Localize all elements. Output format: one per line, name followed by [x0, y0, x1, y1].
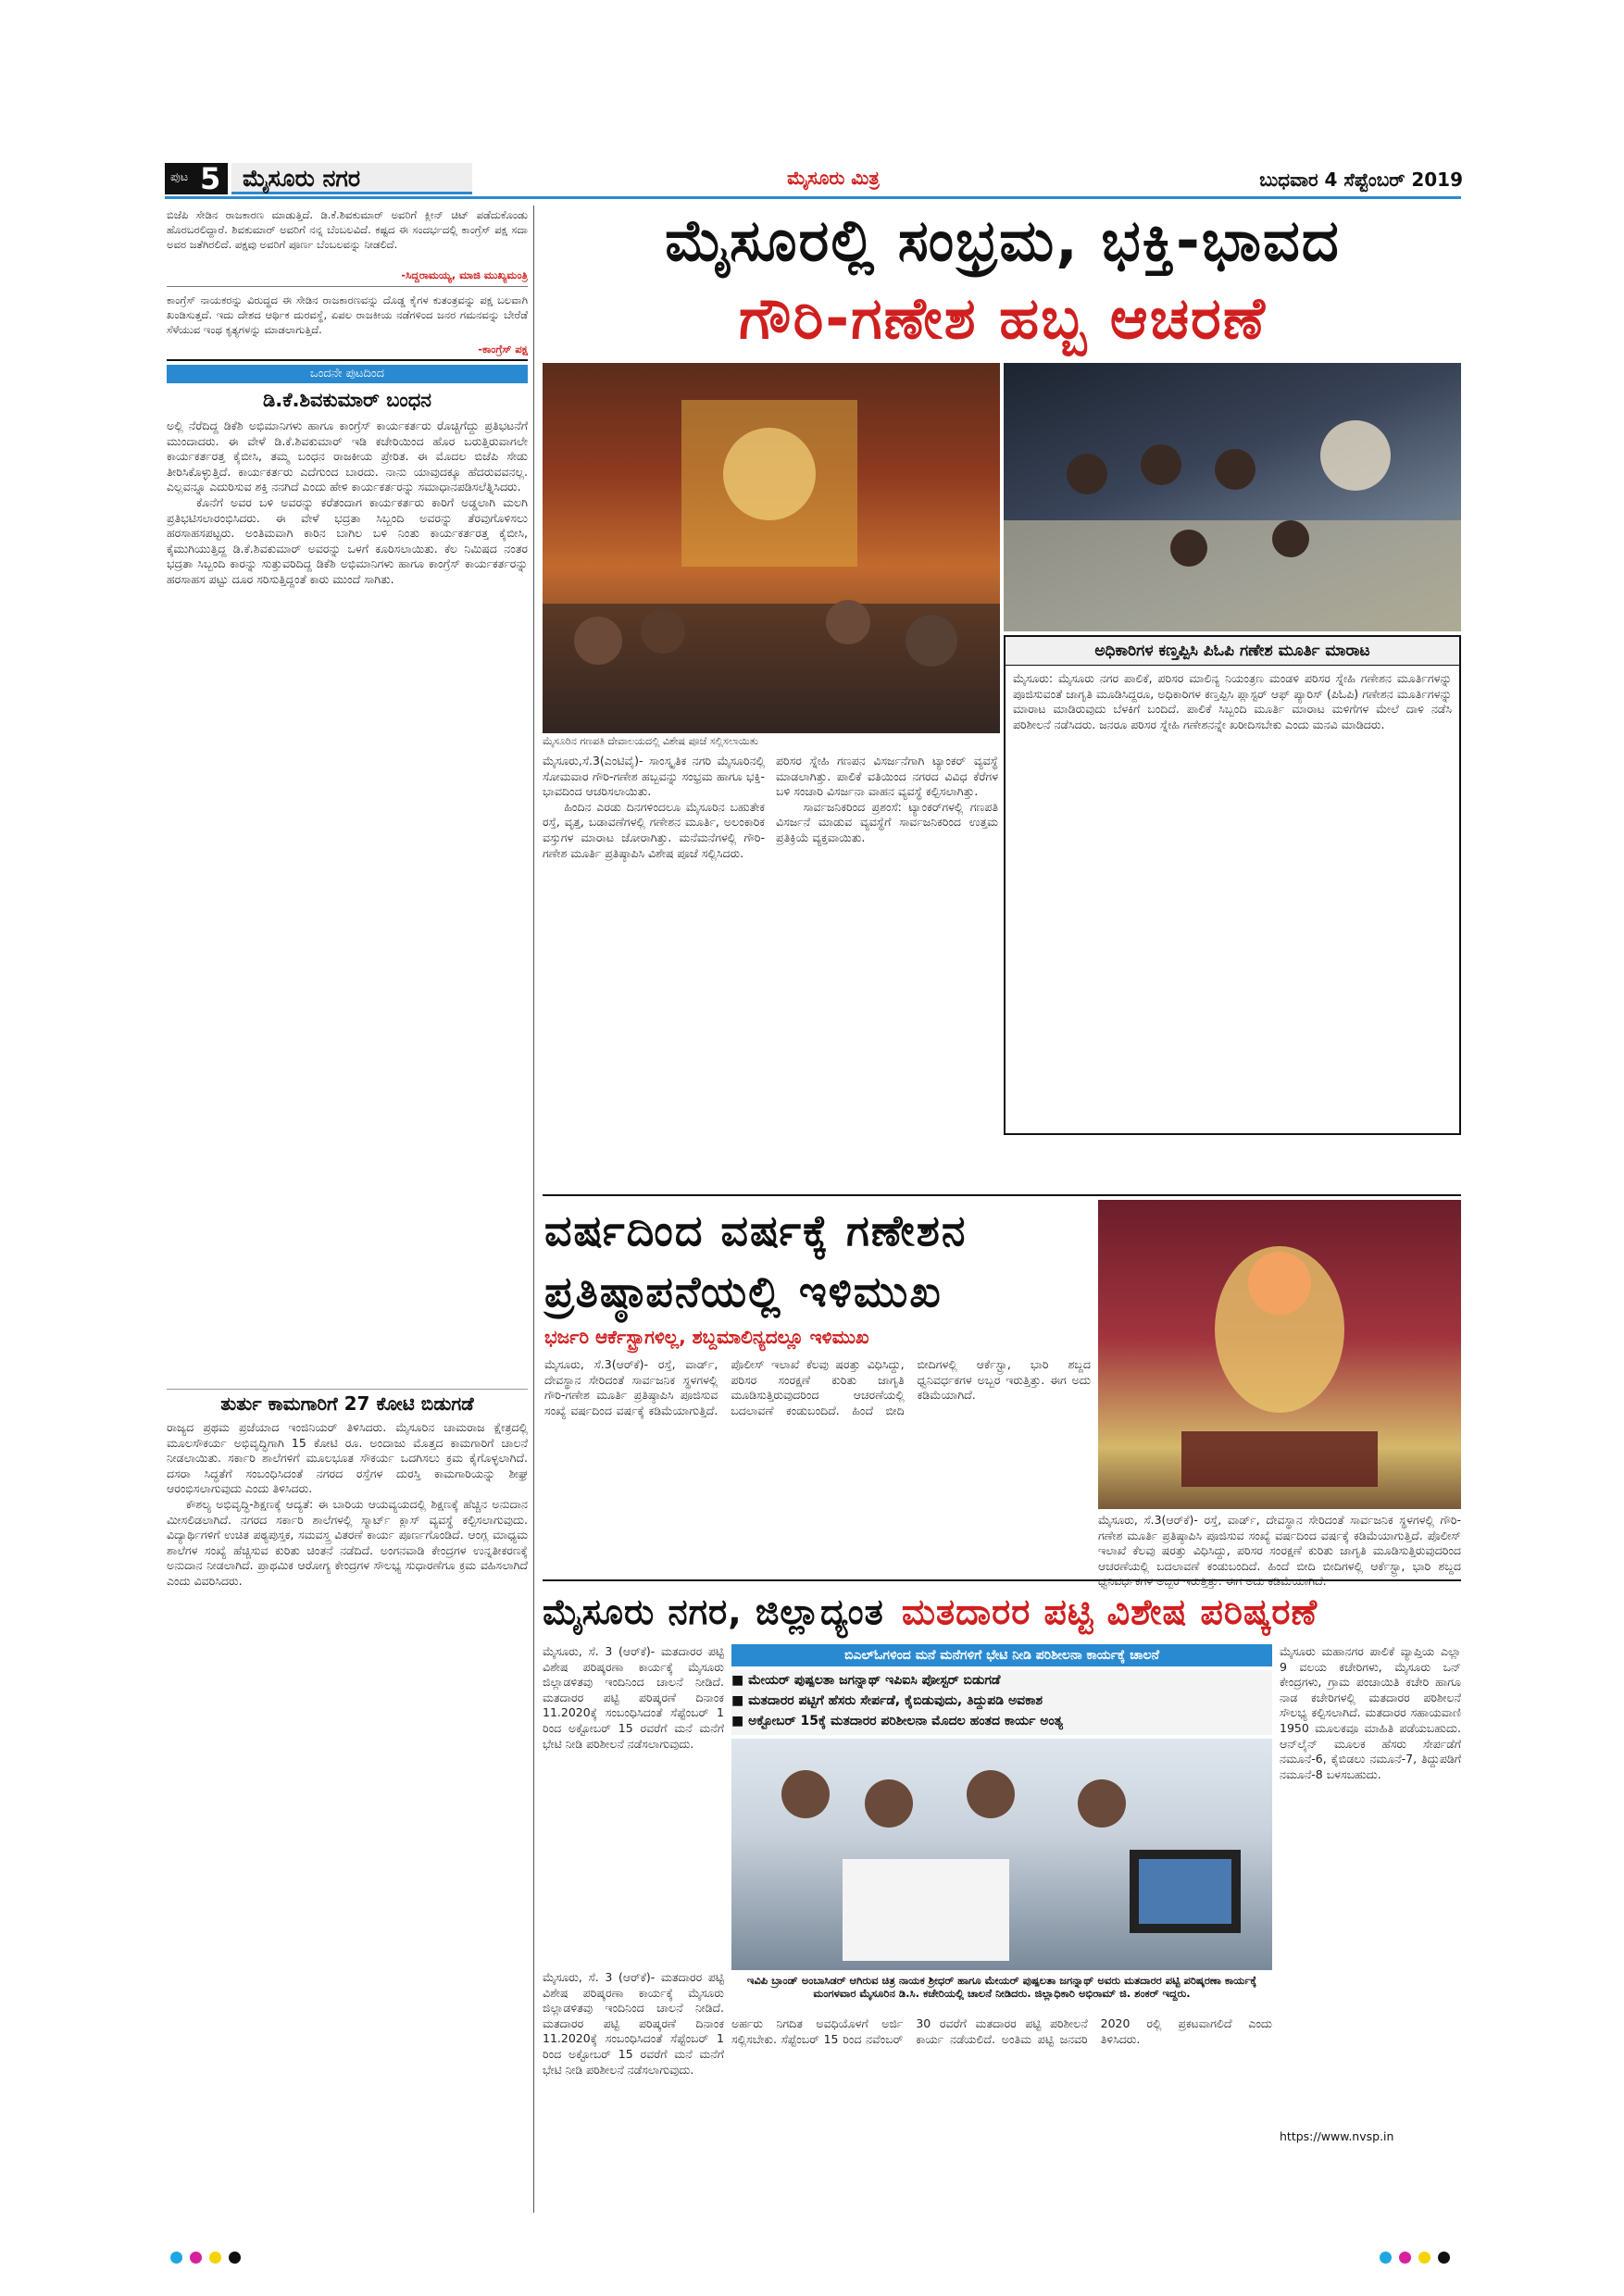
- cyan-dot: [1380, 2252, 1392, 2264]
- voter-headline-part1: ಮೈಸೂರು ನಗರ, ಜಿಲ್ಲಾದ್ಯಂತ: [543, 1591, 884, 1632]
- voter-right-col: ಮೈಸೂರು ಮಹಾನಗರ ಪಾಲಿಕೆ ವ್ಯಾಪ್ತಿಯ ಎಲ್ಲಾ 9 ವಲಯ ಕಚೇರಿಗಳು, ಮೈಸೂರು ಒನ್ ಕೇಂದ್ರಗಳು, ಗ್ರಾಮ ಪಂಚಾಯಿತಿ ಕಚೇರಿ ಹಾಗೂ ನಾಡ ಕಚೇರಿಗಳಲ್ಲಿ ಮತದಾರರ ಪರಿಶೀಲನೆ ಸೌಲಭ್ಯ ಕಲ್ಪಿಸಲಾಗಿದೆ. ಮತದಾರರ ಸಹಾಯವಾಣಿ 1950 ಮೂಲಕವೂ ಮಾಹಿತಿ ಪಡೆಯಬಹುದು. ಆನ್‌ಲೈನ್ ಮೂಲಕ ಹೆಸರು ಸೇರ್ಪಡೆಗೆ ನಮೂನೆ-6, ಕೈಬಿಡಲು ನಮೂನೆ-7, ತಿದ್ದುಪಡಿಗೆ ನಮೂನೆ-8 ಬಳಸಬಹುದು.: [1280, 1644, 1465, 1781]
- voter-bottom-text: ಅರ್ಹರು ನಿಗದಿತ ಅವಧಿಯೊಳಗೆ ಅರ್ಜಿ ಸಲ್ಲಿಸಬೇಕು. ಸೆಪ್ಟೆಂಬರ್ 15 ರಿಂದ ನವೆಂಬರ್ 30 ರವರೆಗೆ ಮತದಾರರ ಪಟ್ಟಿ ಪರಿಶೀಲನೆ ಕಾರ್ಯ ನಡೆಯಲಿದೆ. ಅಂತಿಮ ಪಟ್ಟಿ ಜನವರಿ 2020 ರಲ್ಲಿ ಪ್ರಕಟವಾಗಲಿದೆ ಎಂದು ತಿಳಿಸಿದರು.: [731, 2016, 1276, 2046]
- quote-text: ಬಿಜೆಪಿ ಸೇಡಿನ ರಾಜಕಾರಣ ಮಾಡುತ್ತಿದೆ. ಡಿ.ಕೆ.ಶಿವಕುಮಾರ್ ಅವರಿಗೆ ಕ್ಲೀನ್ ಚಿಟ್ ಪಡೆದುಕೊಂಡು ಹೊರಬರಲಿದ್ದಾರೆ. ಶಿವಕುಮಾರ್ ಅವರಿಗೆ ನನ್ನ ಬೆಂಬಲವಿದೆ. ಕಷ್ಟದ ಈ ಸಂದರ್ಭದಲ್ಲಿ ಕಾಂಗ್ರೆಸ್ ಪಕ್ಷ ಸದಾ ಅವರ ಜತೆಗಿರಲಿದೆ. ಪಕ್ಷವು ಅವರಿಗೆ ಪೂರ್ಣ ಬೆಂಬಲವನ್ನು ನೀಡಲಿದೆ.: [167, 208, 531, 251]
- main-headline-line2: ಗೌರಿ-ಗಣೇಶ ಹಬ್ಬ ಆಚರಣೆ: [739, 284, 1267, 352]
- varsha-headline-2: ಪ್ರತಿಷ್ಠಾಪನೆಯಲ್ಲಿ ಇಳಿಮುಖ: [544, 1267, 943, 1316]
- bullet-item: ■ ಅಕ್ಟೋಬರ್ 15ಕ್ಕೆ ಮತದಾರರ ಪರಿಶೀಲನಾ ಮೊದಲ ಹಂತದ ಕಾರ್ಯ ಅಂತ್ಯ: [731, 1714, 1064, 1728]
- quote-source: -ಸಿದ್ದರಾಮಯ್ಯ, ಮಾಜಿ ಮುಖ್ಯಮಂತ್ರಿ: [401, 268, 528, 281]
- quote-siddaramaiah: [167, 207, 531, 287]
- bullet-item: ■ ಮೇಯರ್ ಪುಷ್ಪಲತಾ ಜಗನ್ನಾಥ್ ಇಪಿಐಸಿ ಪೋಸ್ಟರ್ ಬಿಡುಗಡೆ: [731, 1673, 1001, 1688]
- section-rule-2: [543, 1579, 1461, 1581]
- nvsp-url[interactable]: https://www.nvsp.in: [1280, 2129, 1394, 2143]
- yellow-dot: [1418, 2252, 1430, 2264]
- yellow-dot: [209, 2252, 221, 2264]
- magenta-dot: [190, 2252, 202, 2264]
- page-tag: [165, 163, 228, 194]
- voter-photo-drawing: [731, 1739, 1272, 1970]
- quote-congress: [167, 293, 531, 361]
- varsha-headline-1: ವರ್ಷದಿಂದ ವರ್ಷಕ್ಕೆ ಗಣೇಶನ: [544, 1205, 968, 1255]
- section-title-text: ಮೈಸೂರು ನಗರ: [243, 165, 361, 192]
- ganesha-idol-photo: [1098, 1200, 1461, 1509]
- section-rule-1: [543, 1194, 1461, 1196]
- cyan-dot: [170, 2252, 182, 2264]
- continued-tag: ಒಂದನೇ ಪುಟದಿಂದ: [167, 365, 528, 383]
- section-title: [231, 163, 472, 194]
- page-number: 5: [200, 161, 221, 196]
- gowri-col2: ಪರಿಸರ ಸ್ನೇಹಿ ಗಣಪನ ವಿಸರ್ಜನೆಗಾಗಿ ಟ್ಯಾಂಕರ್ ವ್ಯವಸ್ಥೆ ಮಾಡಲಾಗಿತ್ತು. ಪಾಲಿಕೆ ವತಿಯಿಂದ ನಗರದ ವಿವಿಧ ಕೆರೆಗಳ ಬಳಿ ಸಂಚಾರಿ ವಿಸರ್ಜನಾ ವಾಹನ ವ್ಯವಸ್ಥೆ ಕಲ್ಪಿಸಲಾಗಿತ್ತು. ಸಾರ್ವಜನಿಕರಿಂದ ಪ್ರಶಂಸೆ: ಟ್ಯಾಂಕರ್‌ಗಳಲ್ಲಿ ಗಣಪತಿ ವಿಸರ್ಜನೆ ಮಾಡುವ ವ್ಯವಸ್ಥೆಗೆ ಸಾರ್ವಜನಿಕರಿಂದ ಉತ್ತಮ ಪ್ರತಿಕ್ರಿಯೆ ವ್ಯಕ್ತವಾಯಿತು.: [776, 754, 998, 844]
- quote-source: -ಕಾಂಗ್ರೆಸ್ ಪಕ್ಷ: [478, 343, 528, 356]
- voter-banner: ಬಿಎಲ್ಓಗಳಿಂದ ಮನೆ ಮನೆಗಳಿಗೆ ಭೇಟಿ ನೀಡಿ ಪರಿಶೀಲನಾ ಕಾರ್ಯಕ್ಕೆ ಚಾಲನೆ: [731, 1644, 1272, 1666]
- temple-photo: [543, 363, 1000, 733]
- issue-date: ಬುಧವಾರ 4 ಸೆಪ್ಟೆಂಬರ್ 2019: [1259, 168, 1463, 191]
- voter-headline: [543, 1585, 1461, 1639]
- bullet-text: ಅಕ್ಟೋಬರ್ 15ಕ್ಕೆ ಮತದಾರರ ಪರಿಶೀಲನಾ ಮೊದಲ ಹಂತದ ಕಾರ್ಯ ಅಂತ್ಯ: [748, 1714, 1064, 1728]
- bullet-text: ಮತದಾರರ ಪಟ್ಟಿಗೆ ಹೆಸರು ಸೇರ್ಪಡೆ, ಕೈಬಿಡುವುದು, ತಿದ್ದುಪಡಿ ಅವಕಾಶ: [748, 1693, 1043, 1708]
- magenta-dot: [1399, 2252, 1411, 2264]
- black-dot: [229, 2252, 241, 2264]
- column-divider: [533, 206, 534, 2213]
- header-rule: [165, 196, 1461, 199]
- voter-caption: ಇವಿಪಿ ಬ್ರಾಂಡ್ ಅಂಬಾಸಿಡರ್ ಆಗಿರುವ ಚಿತ್ರ ನಾಯಕ ಶ್ರೀಧರ್ ಹಾಗೂ ಮೇಯರ್ ಪುಷ್ಪಲತಾ ಜಗನ್ನಾಥ್ ಅವರು ಮತದಾರರ ಪಟ್ಟಿ ಪರಿಷ್ಕರಣಾ ಕಾರ್ಯಕ್ಕೆ ಮಂಗಳವಾರ ಮೈಸೂರಿನ ಡಿ.ಸಿ. ಕಚೇರಿಯಲ್ಲಿ ಚಾಲನೆ ನೀಡಿದರು. ಜಿಲ್ಲಾಧಿಕಾರಿ ಅಭಿರಾಮ್ ಜಿ. ಶಂಕರ್ ಇದ್ದರು.: [746, 1974, 1257, 2000]
- pop-idol-box: [1004, 635, 1461, 1135]
- registration-dots-right: [1380, 2250, 1491, 2268]
- voter-bullets: [731, 1670, 1272, 1735]
- varsha-subheadline: ಭರ್ಜರಿ ಆರ್ಕೆಸ್ಟ್ರಾಗಳಿಲ್ಲ, ಶಬ್ದಮಾಲಿನ್ಯದಲ್ಲೂ ಇಳಿಮುಖ: [544, 1326, 869, 1348]
- tanker-immersion-photo: [1004, 363, 1461, 631]
- varsha-side-text: ಮೈಸೂರು, ಸೆ.3(ಆರ್‌ಕೆ)- ರಸ್ತೆ, ವಾರ್ಡ್, ದೇವಸ್ಥಾನ ಸೇರಿದಂತೆ ಸಾರ್ವಜನಿಕ ಸ್ಥಳಗಳಲ್ಲಿ ಗೌರಿ-ಗಣೇಶ ಮೂರ್ತಿ ಪ್ರತಿಷ್ಠಾಪಿಸಿ ಪೂಜಿಸುವ ಸಂಖ್ಯೆ ವರ್ಷದಿಂದ ವರ್ಷಕ್ಕೆ ಕಡಿಮೆಯಾಗುತ್ತಿದೆ. ಪೊಲೀಸ್ ಇಲಾಖೆ ಕೆಲವು ಷರತ್ತು ವಿಧಿಸಿದ್ದು, ಪರಿಸರ ಸಂರಕ್ಷಣೆ ಕುರಿತು ಜಾಗೃತಿ ಮೂಡಿಸುತ್ತಿರುವುದರಿಂದ ಆಚರಣೆಯಲ್ಲಿ ಬದಲಾವಣೆ ಕಂಡುಬಂದಿದೆ. ಹಿಂದೆ ಬೀದಿ ಬೀದಿಗಳಲ್ಲಿ ಆರ್ಕೆಸ್ಟ್ರಾ, ಭಾರಿ ಶಬ್ದದ: [1098, 1513, 1462, 1573]
- dks-headline: ಡಿ.ಕೆ.ಶಿವಕುಮಾರ್ ಬಂಧನ: [263, 389, 431, 411]
- dks-body-2: ರಾಜ್ಯದ ಪ್ರಥಮ ಪ್ರಜೆಯಾದ ಇಂಜಿನಿಯರ್ ತಿಳಿಸಿದರು. ಮೈಸೂರಿನ ಚಾಮರಾಜ ಕ್ಷೇತ್ರದಲ್ಲಿ ಮೂಲಸೌಕರ್ಯ ಅಭಿವೃದ್ಧಿಗಾಗಿ 15 ಕೋಟಿ ರೂ. ಅಂದಾಜು ಮೊತ್ತದ ಕಾಮಗಾರಿಗೆ ಚಾಲನೆ ನೀಡಲಾಯಿತು. ಸರ್ಕಾರಿ ಶಾಲೆಗಳಿಗೆ ಮೂಲಭೂತ ಸೌಕರ್ಯ ಒದಗಿಸಲು ಕ್ರಮ ಕೈಗೊಳ್ಳಲಾಗಿದೆ. ದಸರಾ ಸಿದ್ಧತೆಗೆ ಸಂಬಂಧಿಸಿದಂತೆ ನಗರದ ರಸ್ತೆಗಳ ದುರಸ್ತಿ ಕಾಮಗಾರಿಯನ್ನು ಶೀಘ್ರ ಆರಂಭಿಸಲಾಗುವುದು ಎಂದು ತಿಳಿಸಿದರು. ಕೌಶಲ್ಯ ಅಭಿವೃದ್ಧಿ-ಶಿಕ್ಷಣಕ್ಕೆ ಆದ್ಯತೆ: ಈ ಬಾರಿಯ ಆಯವ್ಯಯದಲ್ಲಿ ಶಿಕ್ಷಣಕ್ಕೆ ಹೆಚ್ಚಿನ ಅನುದಾನ ಮೀಸಲಿಡಲಾಗಿದೆ. ನಗರದ ಸರ್ಕಾರಿ ಶಾಲೆಗಳಲ್ಲಿ ಸ್ಮಾರ್ಟ್ ಕ್ಲಾಸ್ ವ್ಯವಸ್ಥೆ ಕಲ್ಪಿಸಲಾಗುವುದು. ವಿದ್ಯಾರ್ಥಿಗಳಿಗೆ ಉಚಿತ ಪಠ್ಯಪುಸ್ತಕ, ಸಮವಸ್ತ್ರ ವಿತರಣೆ ಕಾರ್ಯ ಪೂರ್ಣಗೊಂಡಿದೆ. ಆಂಗ್ಲ ಮಾಧ್ಯಮ ಶಾಲೆಗಳ ಸಂಖ್ಯೆ ಹೆಚ್ಚಿಸುವ ಕುರಿತು ಚಿಂತನೆ ನಡೆದಿದೆ. ಅಂಗನವಾಡಿ ಕೇಂದ್ರಗಳ ಉನ್ನತೀಕರಣಕ್ಕೆ ಅನುದಾನ ನೀಡಲಾಗಿದೆ. ಪ್ರಾಥಮಿಕ ಆರೋಗ್ಯ ಕೇಂದ್ರಗಳ ಸೌಲಭ್ಯ ಸುಧಾರಣೆಗೂ ಕ್ರಮ ವಹಿಸಲಾಗಿದೆ ಎಂದು ವಿವರಿಸಿದರು.: [167, 1420, 528, 1588]
- ganesha-photo-drawing: [1098, 1200, 1461, 1509]
- dks-subhead: ತುರ್ತು ಕಾಮಗಾರಿಗೆ 27 ಕೋಟಿ ಬಿಡುಗಡೆ: [167, 1389, 528, 1416]
- quote-text: ಕಾಂಗ್ರೆಸ್ ನಾಯಕರನ್ನು ವಿರುದ್ಧದ ಈ ಸೇಡಿನ ರಾಜಕಾರಣವನ್ನು ದೊಡ್ಡ ಕೈಗಳ ಕುತಂತ್ರವನ್ನು ಪಕ್ಷ ಬಲವಾಗಿ ಖಂಡಿಸುತ್ತದೆ. ಇದು ದೇಶದ ಆರ್ಥಿಕ ದುರವಸ್ಥೆ, ಏಪಲ ರಾಜಕೀಯ ನಡೆಗಳಿಂದ ಜನರ ಗಮನವನ್ನು ಬೇರೆಡೆ ಸೆಳೆಯುವ ಇಂಥ ಕೃತ್ಯಗಳನ್ನು ಮಾಡಲಾಗುತ್ತಿದೆ.: [167, 293, 531, 336]
- masthead: ಮೈಸೂರು ಮಿತ್ರ: [787, 167, 880, 189]
- voter-intro: ಮೈಸೂರು, ಸೆ. 3 (ಆರ್‌ಕೆ)- ಮತದಾರರ ಪಟ್ಟಿ ವಿಶೇಷ ಪರಿಷ್ಕರಣಾ ಕಾರ್ಯಕ್ಕೆ ಮೈಸೂರು ಜಿಲ್ಲಾಡಳಿತವು ಇಂದಿನಿಂದ ಚಾಲನೆ ನೀಡಿದೆ. ಮತದಾರರ ಪಟ್ಟಿ ಪರಿಷ್ಕರಣೆ ದಿನಾಂಕ 11.2020ಕ್ಕೆ ಸಂಬಂಧಿಸಿದಂತೆ ಸೆಪ್ಟೆಂಬರ್ 1 ರಿಂದ ಅಕ್ಟೋಬರ್ 15 ರವರೆಗೆ ಮನೆ ಮನೆಗೆ ಭೇಟಿ ನೀಡಿ ಪರಿಶೀಲನೆ ನಡೆಸಲಾಗುವುದು.: [543, 1644, 728, 1751]
- gowri-col1: ಮೈಸೂರು,ಸೆ.3(ಎಂಟಿವೈ)- ಸಾಂಸ್ಕೃತಿಕ ನಗರಿ ಮೈಸೂರಿನಲ್ಲಿ ಸೋಮವಾರ ಗೌರಿ-ಗಣೇಶ ಹಬ್ಬವನ್ನು ಸಂಭ್ರಮ ಹಾಗೂ ಭಕ್ತಿ-ಭಾವದಿಂದ ಆಚರಿಸಲಾಯಿತು. ಹಿಂದಿನ ಎರಡು ದಿನಗಳಿಂದಲೂ ಮೈಸೂರಿನ ಬಹುತೇಕ ರಸ್ತೆ, ವೃತ್ತ, ಬಡಾವಣೆಗಳಲ್ಲಿ ಗಣೇಶನ ಮೂರ್ತಿ, ಅಲಂಕಾರಿಕ ವಸ್ತುಗಳ ಮಾರಾಟ ಜೋರಾಗಿತ್ತು. ಮನೆಮನೆಗಳಲ್ಲಿ ಗೌರಿ-ಗಣೇಶ ಮೂರ್ತಿ ಪ್ರತಿಷ್ಠಾಪಿಸಿ ವಿಶೇಷ ಪೂಜೆ ಸಲ್ಲಿಸಿದರು.: [543, 754, 765, 860]
- pop-idol-title: ಅಧಿಕಾರಿಗಳ ಕಣ್ತಪ್ಪಿಸಿ ಪಿಓಪಿ ಗಣೇಶ ಮೂರ್ತಿ ಮಾರಾಟ: [1006, 637, 1459, 666]
- registration-dots-left: [170, 2250, 281, 2268]
- varsha-body: ಮೈಸೂರು, ಸೆ.3(ಆರ್‌ಕೆ)- ರಸ್ತೆ, ವಾರ್ಡ್, ದೇವಸ್ಥಾನ ಸೇರಿದಂತೆ ಸಾರ್ವಜನಿಕ ಸ್ಥಳಗಳಲ್ಲಿ ಗೌರಿ-ಗಣೇಶ ಮೂರ್ತಿ ಪ್ರತಿಷ್ಠಾಪಿಸಿ ಪೂಜಿಸುವ ಸಂಖ್ಯೆ ವರ್ಷದಿಂದ ವರ್ಷಕ್ಕೆ ಕಡಿಮೆಯಾಗುತ್ತಿದೆ. ಪೊಲೀಸ್ ಇಲಾಖೆ ಕೆಲವು ಷರತ್ತು ವಿಧಿಸಿದ್ದು, ಪರಿಸರ ಸಂರಕ್ಷಣೆ ಕುರಿತು ಜಾಗೃತಿ ಮೂಡಿಸುತ್ತಿರುವುದರಿಂದ ಆಚರಣೆಯಲ್ಲಿ ಬದಲಾವಣೆ ಕಂಡುಬಂದಿದೆ. ಹಿಂದೆ ಬೀದಿ ಬೀದಿಗಳಲ್ಲಿ ಆರ್ಕೆಸ್ಟ್ರಾ, ಭಾರಿ ಶಬ್ದದ ಧ್ವನಿವರ್ಧಕಗಳ ಅಬ್ಬರ ಇರುತ್ತಿತ್ತು. ಈಗ ಅದು ಕಡಿಮೆಯಾಗಿದೆ.: [544, 1357, 1094, 1417]
- dks-body: ಅಲ್ಲಿ ನೆರೆದಿದ್ದ ಡಿಕೆಶಿ ಅಭಿಮಾನಿಗಳು ಹಾಗೂ ಕಾಂಗ್ರೆಸ್ ಕಾರ್ಯಕರ್ತರು ರೊಚ್ಚಿಗೆದ್ದು ಪ್ರತಿಭಟನೆಗೆ ಮುಂದಾದರು. ಈ ವೇಳೆ ಡಿ.ಕೆ.ಶಿವಕುಮಾರ್ ಇಡಿ ಕಚೇರಿಯಿಂದ ಹೊರ ಬರುತ್ತಿರುವಾಗಲೇ ಕಾರ್ಯಕರ್ತರತ್ತ ಕೈಬೀಸಿ, ತಮ್ಮ ಬಂಧನ ರಾಜಕೀಯ ಪ್ರೇರಿತ. ಈ ಮೊದಲ ಬಿಜೆಪಿ ಸೇಡು ತೀರಿಸಿಕೊಳ್ಳುತ್ತಿದೆ. ಕಾರ್ಯಕರ್ತರು ಎದೆಗುಂದ ಬಾರದು. ನಾನು ಯಾವುದಕ್ಕೂ ಹೆದರುವವನಲ್ಲ. ಎಲ್ಲವನ್ನೂ ಎದುರಿಸುವ ಶಕ್ತಿ ನನಗಿದೆ ಎಂದು ಹೇಳಿ ಕಾರ್ಯಕರ್ತರನ್ನು ಸಮಾಧಾನಪಡಿಸಲೆತ್ನಿಸಿದರು. ಕೊನೆಗೆ ಅವರ ಬಳಿ ಅವರನ್ನು ಕರೆತಂದಾಗ ಕಾರ್ಯಕರ್ತರು ಕಾರಿಗೆ ಅಡ್ಡಲಾಗಿ ಮಲಗಿ ಪ್ರತಿಭಟಿಸಲಾರಂಭಿಸಿದರು. ಈ ವೇಳೆ ಭದ್ರತಾ ಸಿಬ್ಬಂದಿ ಅವರನ್ನು ತೆರವುಗೊಳಿಸಲು ಹರಸಾಹಸಪಟ್ಟರು. ಅಂತಿಮವಾಗಿ ಕಾರಿನ ಬಾಗಿಲ ಬಳಿ ನಿಂತು ಕಾರ್ಯಕರ್ತರತ್ತ ಕೈಬೀಸಿ, ಕೈಮುಗಿಯುತ್ತಿದ್ದ ಡಿ.ಕೆ.ಶಿವಕುಮಾರ್ ಅವರನ್ನು ಒಳಗೆ ಕೂರಿಸಲಾಯಿತು. ಕೆಲ ನಿಮಿಷದ ನಂತರ ಭದ್ರತಾ ಸಿಬ್ಬಂದಿ ಕಾರನ್ನು ಸುತ್ತುವರಿದಿದ್ದ ಡಿಕೆಶಿ ಅಭಿಮಾನಿಗಳು ಹಾಗೂ ಕಾಂಗ್ರೆಸ್ ಕಾರ್ಯಕರ್ತರನ್ನು ಹರಸಾಹಸ ಪಟ್ಟು ದೂರ ಸರಿಸುತ್ತಿದ್ದಂತೆ ಕಾರು ಮುಂದೆ ಸಾಗಿತು.: [167, 418, 528, 586]
- voter-launch-photo: [731, 1739, 1272, 1970]
- pop-idol-text: ಮೈಸೂರು: ಮೈಸೂರು ನಗರ ಪಾಲಿಕೆ, ಪರಿಸರ ಮಾಲಿನ್ಯ ನಿಯಂತ್ರಣ ಮಂಡಳಿ ಪರಿಸರ ಸ್ನೇಹಿ ಗಣೇಶನ ಮೂರ್ತಿಗಳನ್ನು ಪೂಜಿಸುವಂತೆ ಜಾಗೃತಿ ಮೂಡಿಸಿದ್ದರೂ, ಅಧಿಕಾರಿಗಳ ಕಣ್ತಪ್ಪಿಸಿ ಪ್ಲಾಸ್ಟರ್ ಆಫ್ ಪ್ಯಾರಿಸ್ (ಪಿಓಪಿ) ಗಣೇಶನ ಮೂರ್ತಿಗಳನ್ನು ಮಾರಾಟ ಮಾಡಿರುವುದು ಬೆಳಕಿಗೆ ಬಂದಿದೆ. ಪಾಲಿಕೆ ಸಿಬ್ಬಂದಿ ಮೂರ್ತಿ ಮಾರಾಟ ಮಳಿಗೆಗಳ ಮೇಲೆ ದಾಳಿ ನಡೆಸಿ ಪರಿಶೀಲನೆ ನಡೆಸಿದರು. ಜನರೂ ಪರಿಸರ ಸ್ನೇಹಿ ಗಣೇಶನನ್ನೇ ಖರೀದಿಸಬೇಕು ಎಂದು ಮನವಿ ಮಾಡಿದರು.: [1013, 671, 1455, 731]
- bullet-item: ■ ಮತದಾರರ ಪಟ್ಟಿಗೆ ಹೆಸರು ಸೇರ್ಪಡೆ, ಕೈಬಿಡುವುದು, ತಿದ್ದುಪಡಿ ಅವಕಾಶ: [731, 1693, 1043, 1708]
- main-headline-line1: ಮೈಸೂರಲ್ಲಿ ಸಂಭ್ರಮ, ಭಕ್ತಿ-ಭಾವದ: [665, 206, 1341, 274]
- temple-photo-drawing: [543, 363, 1000, 733]
- temple-caption: ಮೈಸೂರಿನ ಗಣಪತಿ ದೇವಾಲಯದಲ್ಲಿ ವಿಶೇಷ ಪೂಜೆ ಸಲ್ಲಿಸಲಾಯಿತು: [543, 735, 758, 747]
- page-tag-word: ಪುಟ: [170, 170, 189, 184]
- voter-intro-cont: ಮೈಸೂರು, ಸೆ. 3 (ಆರ್‌ಕೆ)- ಮತದಾರರ ಪಟ್ಟಿ ವಿಶೇಷ ಪರಿಷ್ಕರಣಾ ಕಾರ್ಯಕ್ಕೆ ಮೈಸೂರು ಜಿಲ್ಲಾಡಳಿತವು ಇಂದಿನಿಂದ ಚಾಲನೆ ನೀಡಿದೆ. ಮತದಾರರ ಪಟ್ಟಿ ಪರಿಷ್ಕರಣೆ ದಿನಾಂಕ 11.2020ಕ್ಕೆ ಸಂಬಂಧಿಸಿದಂತೆ ಸೆಪ್ಟೆಂಬರ್ 1 ರಿಂದ ಅಕ್ಟೋಬರ್ 15 ರವರೆಗೆ ಮನೆ ಮನೆಗೆ ಭೇಟಿ ನೀಡಿ ಪರಿಶೀಲನೆ ನಡೆಸಲಾಗುವುದು.: [543, 1970, 728, 2077]
- voter-headline-part2: ಮತದಾರರ ಪಟ್ಟಿ ವಿಶೇಷ ಪರಿಷ್ಕರಣೆ: [901, 1591, 1318, 1632]
- bullet-text: ಮೇಯರ್ ಪುಷ್ಪಲತಾ ಜಗನ್ನಾಥ್ ಇಪಿಐಸಿ ಪೋಸ್ಟರ್ ಬಿಡುಗಡೆ: [748, 1673, 1001, 1688]
- immersion-photo-drawing: [1004, 363, 1461, 631]
- black-dot: [1438, 2252, 1450, 2264]
